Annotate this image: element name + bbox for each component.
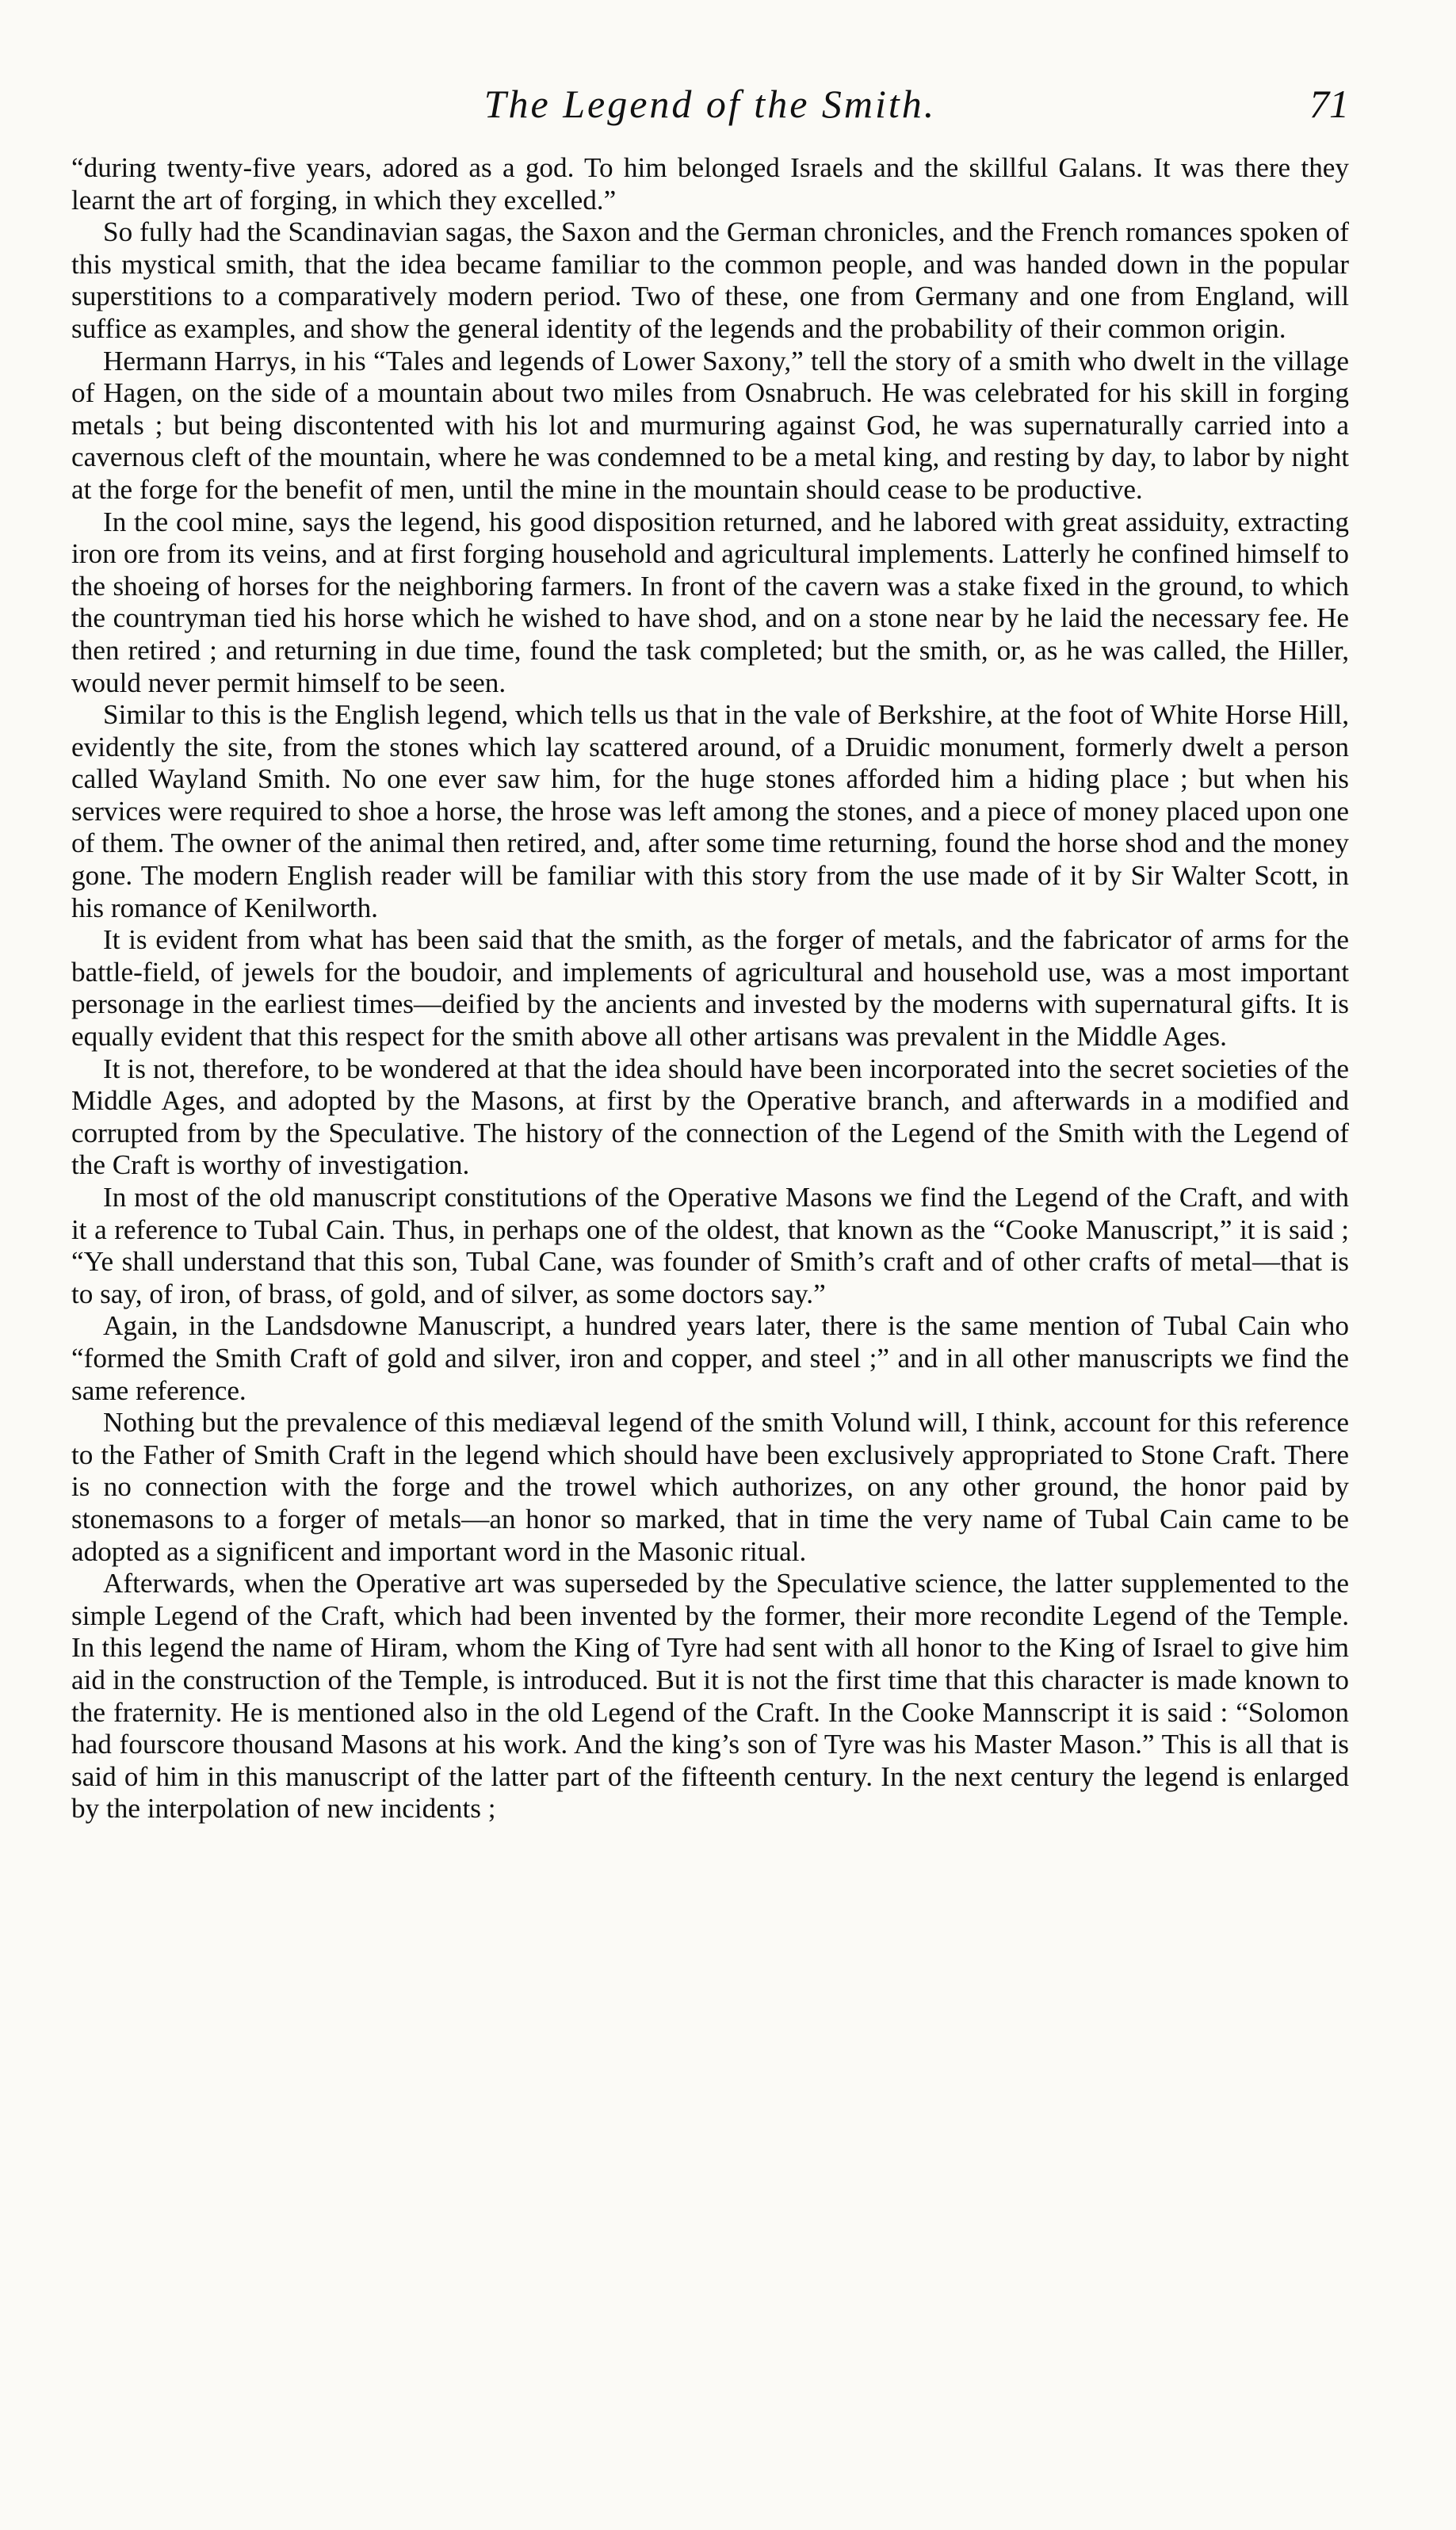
page-number: 71 — [1309, 82, 1349, 126]
body-text — [71, 152, 1349, 1825]
paragraph: It is evident from what has been said that the smith, as the forger of metals, and the fabricator of arms for the battle-field, of jewels for the boudoir, and implements of agricultural and household use, was a most important personage in the earliest times—deified by the ancients and invested by the moderns with supernatural gifts. It is equally evident that this respect for the smith above all other artisans was prevalent in the Middle Ages. — [71, 924, 1349, 1053]
book-page — [71, 76, 1349, 2486]
running-title: The Legend of the Smith. — [483, 82, 937, 126]
paragraph: In the cool mine, says the legend, his good disposition returned, and he labored with great assiduity, extracting iron ore from its veins, and at first forging household and agricultural implements. Latterly he confined himself to the shoeing of horses for the neighboring farmers. In front of the cavern was a stake fixed in the ground, to which the countryman tied his horse which he wished to have shod, and on a stone near by he laid the necessary fee. He then retired ; and returning in due time, found the task completed; but the smith, or, as he was called, the Hiller, would never permit himself to be seen. — [71, 506, 1349, 698]
paragraph: Similar to this is the English legend, which tells us that in the vale of Berkshire, at the foot of White Horse Hill, evidently the site, from the stones which lay scattered around, of a Druidic monument, formerly dwelt a person called Wayland Smith. No one ever saw him, for the huge stones afforded him a hiding place ; but when his services were required to shoe a horse, the hrose was left among the stones, and a piece of money placed upon one of them. The owner of the animal then retired, and, after some time returning, found the horse shod and the money gone. The modern English reader will be familiar with this story from the use made of it by Sir Walter Scott, in his romance of Kenilworth. — [71, 699, 1349, 923]
paragraph-continued: “during twenty-five years, adored as a god. To him belonged Israels and the skillful Galans. It was there they learnt the art of forging, in which they excelled.” — [71, 152, 1349, 216]
paragraph: It is not, therefore, to be wondered at that the idea should have been incorporated into the secret societies of the Middle Ages, and adopted by the Masons, at first by the Operative branch, and afterwards in a modified and corrupted from by the Speculative. The history of the connection of the Legend of the Smith with the Legend of the Craft is worthy of investigation. — [71, 1053, 1349, 1181]
paragraph: Nothing but the prevalence of this mediæval legend of the smith Volund will, I think, account for this reference to the Father of Smith Craft in the legend which should have been exclusively appropriated to Stone Craft. There is no connection with the forge and the trowel which authorizes, on any other ground, the honor paid by stonemasons to a forger of metals—an honor so marked, that in time the very name of Tubal Cain came to be adopted as a significent and important word in the Masonic ritual. — [71, 1407, 1349, 1567]
paragraph: Again, in the Landsdowne Manuscript, a hundred years later, there is the same mention of Tubal Cain who “formed the Smith Craft of gold and silver, iron and copper, and steel ;” and in all other manuscripts we find the same reference. — [71, 1310, 1349, 1406]
running-head — [71, 76, 1349, 152]
paragraph: Afterwards, when the Operative art was superseded by the Speculative science, the latter supplemented to the simple Legend of the Craft, which had been invented by the former, their more recondite Legend of the Temple. In this legend the name of Hiram, whom the King of Tyre had sent with all honor to the King of Israel to give him aid in the construction of the Temple, is introduced. But it is not the first time that this character is made known to the fraternity. He is mentioned also in the old Legend of the Craft. In the Cooke Mannscript it is said : “Solomon had fourscore thousand Masons at his work. And the king’s son of Tyre was his Master Mason.” This is all that is said of him in this manuscript of the latter part of the fifteenth century. In the next century the legend is enlarged by the interpolation of new incidents ; — [71, 1568, 1349, 1825]
paragraph: In most of the old manuscript constitutions of the Operative Masons we find the Legend of the Craft, and with it a reference to Tubal Cain. Thus, in perhaps one of the oldest, that known as the “Cooke Manuscript,” it is said ; “Ye shall understand that this son, Tubal Cane, was founder of Smith’s craft and of other crafts of metal—that is to say, of iron, of brass, of gold, and of silver, as some doctors say.” — [71, 1182, 1349, 1309]
paragraph: So fully had the Scandinavian sagas, the Saxon and the German chronicles, and the French romances spoken of this mystical smith, that the idea became familiar to the common people, and was handed down in the popular superstitions to a comparatively modern period. Two of these, one from Germany and one from England, will suffice as examples, and show the general identity of the legends and the probability of their common origin. — [71, 216, 1349, 344]
paragraph: Hermann Harrys, in his “Tales and legends of Lower Saxony,” tell the story of a smith who dwelt in the village of Hagen, on the side of a mountain about two miles from Osnabruch. He was celebrated for his skill in forging metals ; but being discontented with his lot and murmuring against God, he was supernaturally carried into a cavernous cleft of the mountain, where he was condemned to be a metal king, and resting by day, to labor by night at the forge for the benefit of men, until the mine in the mountain should cease to be productive. — [71, 345, 1349, 505]
